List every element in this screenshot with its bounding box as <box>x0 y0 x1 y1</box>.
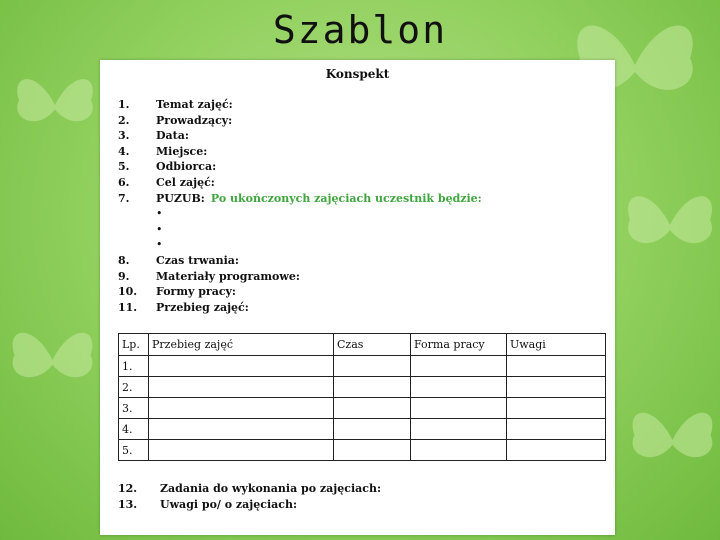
column-header: Czas <box>334 334 411 356</box>
konspekt-list <box>118 97 598 315</box>
document-sheet <box>100 60 615 535</box>
list-item: 3. Data: <box>118 129 189 143</box>
list-item: 9. Materiały programowe: <box>118 269 300 283</box>
list-item: 2. Prowadzący: <box>118 113 233 127</box>
table-row <box>119 356 606 377</box>
table-row <box>119 440 606 461</box>
butterfly-decoration-icon <box>620 180 720 270</box>
list-item: 6. Cel zajęć: <box>118 175 215 189</box>
list-item: 11. Przebieg zajęć: <box>118 300 249 314</box>
table-row <box>119 398 606 419</box>
row-number: 5. <box>119 440 149 461</box>
lesson-table <box>118 333 606 461</box>
list-item: 7. PUZUB: Po ukończonych zajęciach uczestnik będzie: <box>118 191 482 205</box>
column-header: Uwagi <box>507 334 606 356</box>
list-item: 12. Zadania do wykonania po zajęciach: <box>118 482 382 495</box>
butterfly-decoration-icon <box>625 380 720 500</box>
table-header-row <box>119 334 606 356</box>
table-row <box>119 419 606 440</box>
list-item: 8. Czas trwania: <box>118 253 239 267</box>
row-number: 1. <box>119 356 149 377</box>
puzub-note: Po ukończonych zajęciach uczestnik będzie: <box>210 191 482 205</box>
bullet-item: • <box>156 222 163 236</box>
row-number: 3. <box>119 398 149 419</box>
bullet-item: • <box>156 207 163 221</box>
list-item: 5. Odbiorca: <box>118 160 217 174</box>
document-heading: Konspekt <box>325 67 390 81</box>
slide-title: Szablon <box>272 8 448 52</box>
list-item: 10. Formy pracy: <box>118 285 236 299</box>
column-header: Lp. <box>119 334 149 356</box>
table-row <box>119 377 606 398</box>
butterfly-decoration-icon <box>5 300 100 420</box>
list-item: 4. Miejsce: <box>118 144 208 158</box>
puzub-label: PUZUB: <box>156 191 205 205</box>
list-item: 13. Uwagi po/ o zajęciach: <box>118 498 298 511</box>
row-number: 4. <box>119 419 149 440</box>
butterfly-decoration-icon <box>10 40 100 170</box>
column-header: Forma pracy <box>411 334 507 356</box>
list-item: 1. Temat zajęć: <box>118 98 233 111</box>
column-header: Przebieg zajęć <box>149 334 334 356</box>
footer-list <box>118 481 598 513</box>
bullet-item: • <box>156 238 163 252</box>
row-number: 2. <box>119 377 149 398</box>
